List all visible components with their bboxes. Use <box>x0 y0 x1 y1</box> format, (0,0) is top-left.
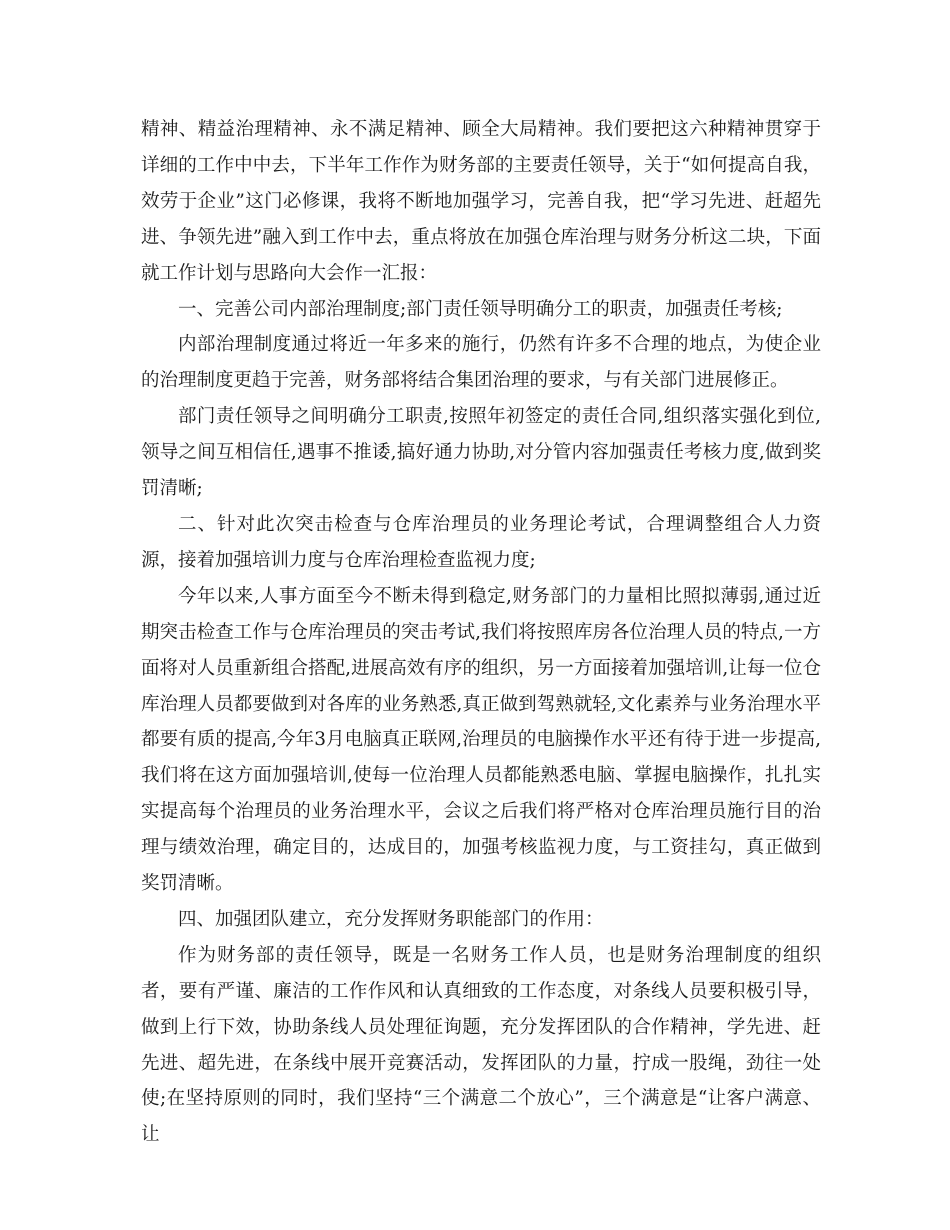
paragraph-6: 今年以来,人事方面至今不断未得到稳定,财务部门的力量相比照拟薄弱,通过近期突击检查工作与仓库治理员的突击考试,我们将按照库房各位治理人员的特点,一方面将对人员重新组合搭配,进展高效有序的组织，另一方面接着加强培训,让每一位仓库治理人员都要做到对各库的业务熟悉,真正做到驾熟就轻,文化素养与业务治理水平都要有质的提高,今年3月电脑真正联网,治理员的电脑操作水平还有待于进一步提高,我们将在这方面加强培训,使每一位治理人员都能熟悉电脑、掌握电脑操作，扎扎实实提高每个治理员的业务治理水平，会议之后我们将严格对仓库治理员施行目的治理与绩效治理，确定目的，达成目的，加强考核监视力度，与工资挂勾，真正做到奖罚清晰。 <box>141 585 821 895</box>
paragraph-1: 精神、精益治理精神、永不满足精神、顾全大局精神。我们要把这六种精神贯穿于详细的工作中中去，下半年工作作为财务部的主要责任领导，关于“如何提高自我，效劳于企业”这门必修课，我将不断地加强学习，完善自我，把“学习先进、赶超先进、争领先进”融入到工作中去，重点将放在加强仓库治理与财务分析这二块，下面就工作计划与思路向大会作一汇报： <box>141 119 821 284</box>
paragraph-7: 四、加强团队建立，充分发挥财务职能部门的作用： <box>178 908 604 930</box>
paragraph-5: 二、针对此次突击检查与仓库治理员的业务理论考试，合理调整组合人力资源，接着加强培训力度与仓库治理检查监视力度; <box>141 513 821 571</box>
paragraph-3: 内部治理制度通过将近一年多来的施行，仍然有许多不合理的地点，为使企业的治理制度更趋于完善，财务部将结合集团治理的要求，与有关部门进展修正。 <box>141 334 821 392</box>
paragraph-2: 一、完善公司内部治理制度;部门责任领导明确分工的职责，加强责任考核; <box>178 298 783 320</box>
paragraph-4: 部门责任领导之间明确分工职责,按照年初签定的责任合同,组织落实强化到位,领导之间互相信任,遇事不推诿,搞好通力协助,对分管内容加强责任考核力度,做到奖罚清晰; <box>141 406 821 500</box>
document-body <box>141 112 821 1153</box>
paragraph-8: 作为财务部的责任领导，既是一名财务工作人员，也是财务治理制度的组织者，要有严谨、廉洁的工作作风和认真细致的工作态度，对条线人员要积极引导，做到上行下效，协助条线人员处理征询题，充分发挥团队的合作精神，学先进、赶先进、超先进，在条线中展开竞赛活动，发挥团队的力量，拧成一股绳，劲往一处使;在坚持原则的同时，我们坚持“三个满意二个放心”，三个满意是“让客户满意、让 <box>141 944 821 1146</box>
